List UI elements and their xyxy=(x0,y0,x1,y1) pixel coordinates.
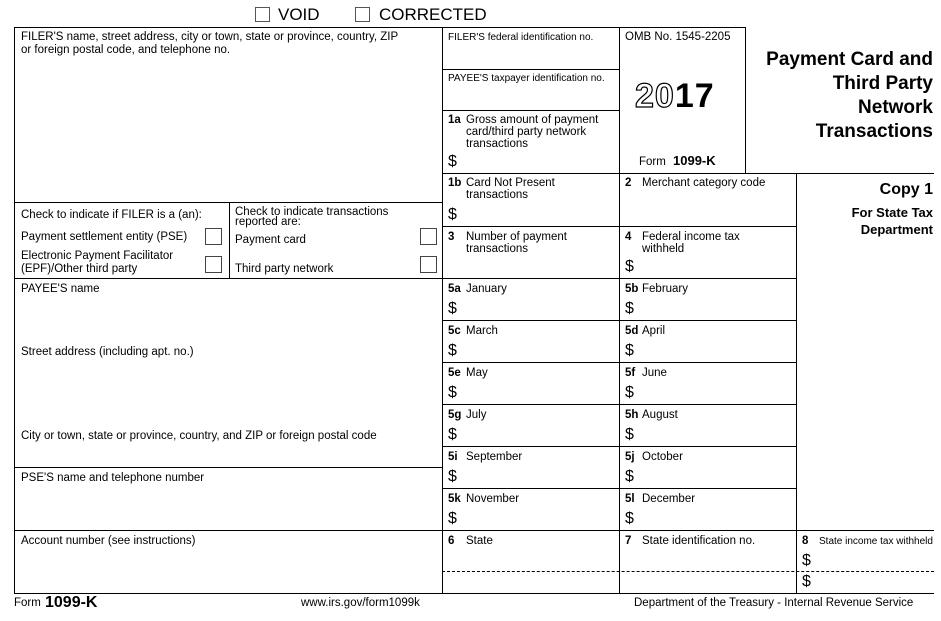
box-5e-number: 5e xyxy=(448,367,461,379)
box-5d-number: 5d xyxy=(625,325,639,337)
third-party-network-label: Third party network xyxy=(235,263,334,275)
grid-line xyxy=(442,173,934,174)
box-5e-dollar: $ xyxy=(448,384,457,401)
box-5l-number: 5l xyxy=(625,493,635,505)
box-1a-label-3: transactions xyxy=(466,138,529,150)
grid-line xyxy=(442,27,443,593)
tax-year-prefix: 20 xyxy=(635,77,675,115)
filer-name-label-2: or foreign postal code, and telephone no. xyxy=(21,44,231,56)
pse-name-label: PSE'S name and telephone number xyxy=(21,472,205,484)
grid-line xyxy=(442,404,796,405)
corrected-label: CORRECTED xyxy=(379,5,487,24)
account-number-label: Account number (see instructions) xyxy=(21,535,196,547)
grid-line xyxy=(14,467,442,468)
box-6-number: 6 xyxy=(448,535,455,547)
footer-form-number: 1099-K xyxy=(45,594,98,611)
box-5g-dollar: $ xyxy=(448,426,457,443)
epf-label-2: (EPF)/Other third party xyxy=(21,263,138,275)
box-1b-number: 1b xyxy=(448,177,462,189)
tax-year xyxy=(635,79,715,113)
box-8-dollar-2: $ xyxy=(802,573,811,590)
box-5f-dollar: $ xyxy=(625,384,634,401)
grid-line xyxy=(14,202,442,203)
box-1b-label: Card Not Present xyxy=(466,177,555,189)
box-5c-dollar: $ xyxy=(448,342,457,359)
epf-checkbox[interactable] xyxy=(205,256,222,273)
check-trans-label-2: reported are: xyxy=(235,216,301,228)
corrected-checkbox[interactable] xyxy=(355,7,370,22)
box-4-label-2: withheld xyxy=(642,243,685,255)
grid-line xyxy=(14,27,15,593)
pse-checkbox[interactable] xyxy=(205,228,222,245)
box-4-label: Federal income tax xyxy=(642,231,740,243)
box-5d-label: April xyxy=(642,325,666,337)
box-1a-label-2: card/third party network xyxy=(466,126,587,138)
check-filer-label: Check to indicate if FILER is a (an): xyxy=(21,209,202,221)
omb-label: OMB No. 1545-2205 xyxy=(625,31,731,43)
copy-label: Copy 1 xyxy=(879,181,933,198)
box-5k-dollar: $ xyxy=(448,510,457,527)
box-5k-number: 5k xyxy=(448,493,461,505)
box-5j-number: 5j xyxy=(625,451,635,463)
box-5l-label: December xyxy=(642,493,696,505)
grid-line xyxy=(14,593,934,594)
filer-federal-id-label: FILER'S federal identification no. xyxy=(448,32,594,43)
box-5k-label: November xyxy=(466,493,520,505)
box-5a-label: January xyxy=(466,283,507,295)
grid-line-dashed xyxy=(442,571,934,572)
box-5h-dollar: $ xyxy=(625,426,634,443)
grid-line xyxy=(442,226,796,227)
box-5b-dollar: $ xyxy=(625,300,634,317)
box-5i-number: 5i xyxy=(448,451,458,463)
box-4-number: 4 xyxy=(625,231,632,243)
box-2-label: Merchant category code xyxy=(642,177,766,189)
box-5e-label: May xyxy=(466,367,488,379)
form-title-line4: Transactions xyxy=(815,121,933,142)
form-title-line1: Payment Card and xyxy=(766,49,933,70)
box-5l-dollar: $ xyxy=(625,510,634,527)
pse-label: Payment settlement entity (PSE) xyxy=(21,231,188,243)
box-5a-number: 5a xyxy=(448,283,461,295)
box-5i-label: September xyxy=(466,451,523,463)
box-8-number: 8 xyxy=(802,535,809,547)
box-5j-label: October xyxy=(642,451,683,463)
void-label: VOID xyxy=(278,5,320,24)
box-5b-label: February xyxy=(642,283,689,295)
form-title-line3: Network xyxy=(858,97,933,118)
footer-form-word: Form xyxy=(14,597,41,609)
omb-form-number: 1099-K xyxy=(673,153,716,168)
box-5g-label: July xyxy=(466,409,487,421)
grid-line xyxy=(14,27,745,28)
grid-line xyxy=(619,27,620,593)
grid-line xyxy=(14,530,934,531)
payment-card-checkbox[interactable] xyxy=(420,228,437,245)
payee-tin-label: PAYEE'S taxpayer identification no. xyxy=(448,73,605,84)
box-2-number: 2 xyxy=(625,177,632,189)
box-5h-number: 5h xyxy=(625,409,639,421)
footer-dept: Department of the Treasury - Internal Revenue Service xyxy=(634,597,914,609)
box-4-dollar: $ xyxy=(625,258,634,275)
box-1a-number: 1a xyxy=(448,114,461,126)
box-1a-label: Gross amount of payment xyxy=(466,114,599,126)
box-1a-dollar: $ xyxy=(448,153,457,170)
box-1b-dollar: $ xyxy=(448,206,457,223)
box-5f-number: 5f xyxy=(625,367,636,379)
grid-line xyxy=(745,27,746,173)
form-title xyxy=(766,48,933,144)
box-5h-label: August xyxy=(642,409,678,421)
grid-line xyxy=(442,362,796,363)
city-label: City or town, state or province, country, and ZIP or foreign postal code xyxy=(21,430,377,442)
box-8-dollar: $ xyxy=(802,552,811,569)
box-3-number: 3 xyxy=(448,231,455,243)
box-5a-dollar: $ xyxy=(448,300,457,317)
copy-desc-2: Department xyxy=(860,222,933,237)
omb-form-word: Form xyxy=(639,156,666,168)
check-trans-label: Check to indicate transactions xyxy=(235,206,389,218)
grid-line xyxy=(442,110,619,111)
box-5b-number: 5b xyxy=(625,283,639,295)
box-7-label: State identification no. xyxy=(642,535,756,547)
grid-line xyxy=(442,320,796,321)
grid-line xyxy=(229,202,230,278)
grid-line xyxy=(442,488,796,489)
payee-name-label: PAYEE'S name xyxy=(21,283,100,295)
copy-desc-1: For State Tax xyxy=(851,205,933,220)
epf-label: Electronic Payment Facilitator xyxy=(21,250,174,262)
box-5c-label: March xyxy=(466,325,498,337)
box-5g-number: 5g xyxy=(448,409,462,421)
box-3-label-2: transactions xyxy=(466,243,529,255)
box-5c-number: 5c xyxy=(448,325,461,337)
footer-url: www.irs.gov/form1099k xyxy=(301,597,420,609)
payment-card-label: Payment card xyxy=(235,234,306,246)
box-8-label: State income tax withheld xyxy=(819,536,933,547)
box-7-number: 7 xyxy=(625,535,632,547)
box-5i-dollar: $ xyxy=(448,468,457,485)
filer-name-label: FILER'S name, street address, city or town, state or province, country, ZIP xyxy=(21,31,399,43)
box-1b-label-2: transactions xyxy=(466,189,529,201)
third-party-network-checkbox[interactable] xyxy=(420,256,437,273)
grid-line xyxy=(442,69,619,70)
street-address-label: Street address (including apt. no.) xyxy=(21,346,194,358)
grid-line xyxy=(14,278,796,279)
tax-year-suffix: 17 xyxy=(674,77,715,115)
grid-line xyxy=(442,446,796,447)
box-5j-dollar: $ xyxy=(625,468,634,485)
form-title-line2: Third Party xyxy=(832,73,933,94)
void-checkbox[interactable] xyxy=(255,7,270,22)
box-6-label: State xyxy=(466,535,493,547)
box-5f-label: June xyxy=(642,367,667,379)
box-5d-dollar: $ xyxy=(625,342,634,359)
box-3-label: Number of payment xyxy=(466,231,567,243)
